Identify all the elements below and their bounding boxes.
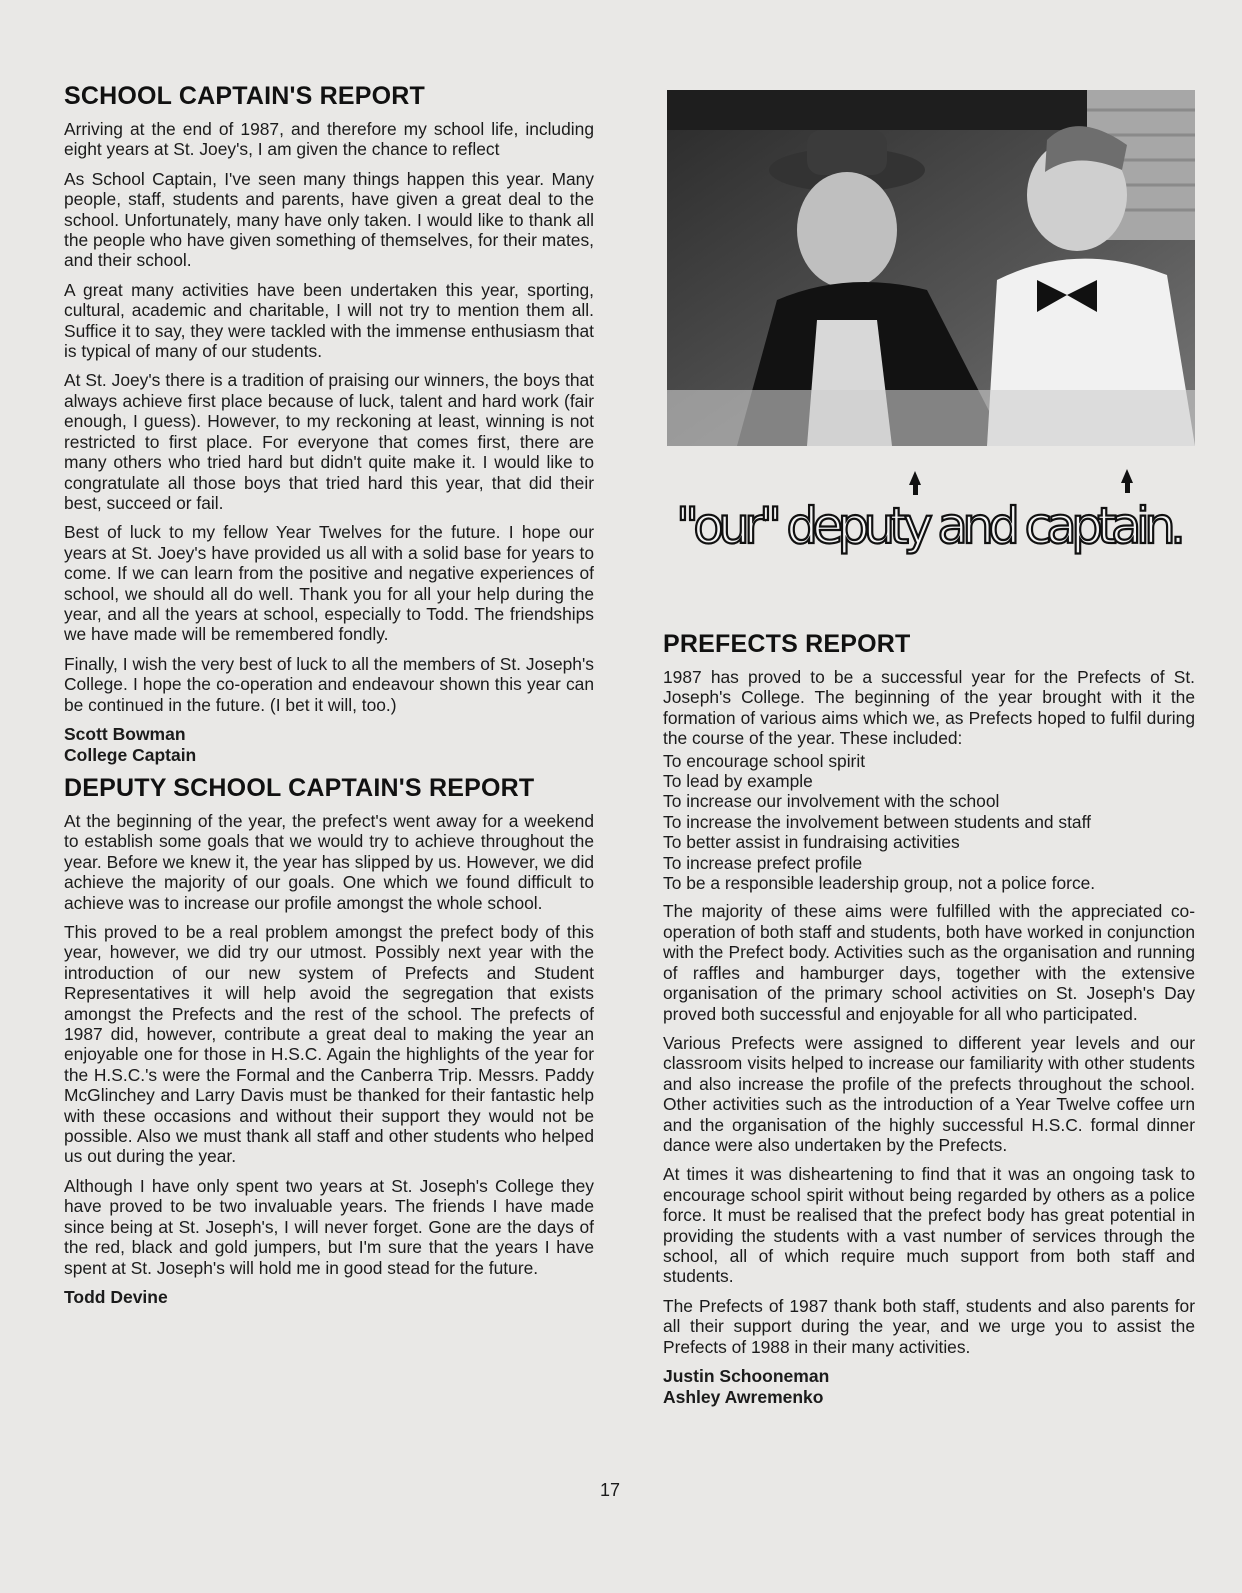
captain-paragraph: As School Captain, I've seen many things happen this year. Many people, staff, students and parents, have given a great deal to the school. Unfortunately, many have only taken. I would like to thank all the people who have given something of themselves, for their mates, and their school. [64,168,594,271]
aim-item: To lead by example [663,771,813,792]
aim-item: To increase prefect profile [663,852,863,873]
prefects-signature [663,1366,1195,1408]
aim-item: To increase our involvement with the school [663,791,1000,812]
prefects-report-heading: PREFECTS REPORT [663,630,911,658]
captain-paragraph: Best of luck to my fellow Year Twelves for the future. I hope our years at St. Joey's have provided us all with a solid base for years to come. If we can learn from the positive and negative experiences of school, we should all do well. Thank you for all your help during the year, and all the years at school, especially to Todd. The friendships we have made will be remembered fondly. [64,522,594,645]
captain-paragraph: Arriving at the end of 1987, and therefore my school life, including eight years at St. Joey's, I am given the chance to reflect [64,119,594,160]
captain-signature-role: College Captain [64,744,197,765]
prefects-intro: 1987 has proved to be a successful year for the Prefects of St. Joseph's College. The beginning of the year brought with it the formation of various aims which we, as Prefects hoped to fulfil during the course of the year. These included: [663,667,1195,749]
photo-illustration [667,90,1195,446]
prefects-paragraph: Various Prefects were assigned to different year levels and our classroom visits helped to increase our familiarity with other students and also increase the profile of the prefects throughout the school. Other activities such as the introduction of a Year Twelve coffee urn and the organisation of the highly successful H.S.C. formal dinner dance were also undertaken by the Prefects. [663,1032,1195,1155]
photo-caption [667,465,1195,585]
deputy-captain-photo [667,90,1195,446]
aim-item: To increase the involvement between students and staff [663,811,1091,832]
captain-paragraph: Finally, I wish the very best of luck to all the members of St. Joseph's College. I hope the co-operation and endeavour shown this year can be continued in the future. (I bet it will, too.) [64,653,594,715]
left-column [64,82,594,1316]
captain-paragraph: At St. Joey's there is a tradition of praising our winners, the boys that always achieve first place because of luck, talent and hard work (fair enough, I guess). However, to my reckoning at least, winning is not restricted to first place. For everyone that comes first, there are many others who tried hard but didn't quite make it. I would like to congratulate all those boys that tried hard this year, that did their best, succeed or fail. [64,370,594,513]
caption-text: "our" deputy and captain. [676,497,1186,555]
deputy-paragraph: This proved to be a real problem amongst the prefect body of this year, however, we did try our utmost. Possibly next year with the introduction of our new system of Prefects and Student Representatives it will help avoid the segregation that exists amongst the Prefects and the rest of the school. The prefects of 1987 did, however, contribute a great deal to making the year an enjoyable one for those in H.S.C. Again the highlights of the year for the H.S.C.'s were the Formal and the Canberra Trip. Messrs. Paddy McGlinchey and Larry Davis must be thanked for their fantastic help with these occasions and without their support they would not be possible. Also we must thank all staff and other students who helped us out during the year. [64,922,594,1167]
prefects-aims-list [663,751,1195,894]
aim-item: To encourage school spirit [663,750,866,771]
aim-item: To be a responsible leadership group, not a police force. [663,873,1096,894]
aim-item: To better assist in fundraising activities [663,832,960,853]
prefects-paragraph: At times it was disheartening to find that it was an ongoing task to encourage school spirit without being regarded by others as a police force. It must be realised that the prefect body has great potential in providing the students with a vast number of services through the school, all of which require much support from both staff and students. [663,1164,1195,1287]
captain-paragraph: A great many activities have been undertaken this year, sporting, cultural, academic and charitable, I will not try to mention them all. Suffice it to say, they were tackled with the immense enthusiasm that is typical of many of our students. [64,279,594,362]
prefects-signature-name-1: Justin Schooneman [663,1366,830,1386]
captain-report-heading: SCHOOL CAPTAIN'S REPORT [64,82,426,110]
deputy-paragraph: At the beginning of the year, the prefect's went away for a weekend to establish some goals that we would try to achieve throughout the year. Before we knew it, the year has slipped by us. However, we did achieve the majority of our goals. One which we found difficult to achieve was to increase our profile amongst the whole school. [64,810,594,913]
deputy-signature: Todd Devine [64,1286,168,1307]
deputy-report-heading: DEPUTY SCHOOL CAPTAIN'S REPORT [64,773,535,802]
right-column [663,630,1195,1416]
prefects-signature-name-2: Ashley Awremenko [663,1387,824,1407]
prefects-paragraph: The Prefects of 1987 thank both staff, students and also parents for all their support during the year, and we urge you to assist the Prefects of 1988 in their many activities. [663,1295,1195,1357]
page-number: 17 [600,1480,621,1500]
captain-signature [64,724,594,766]
caption-lettering [667,465,1195,585]
deputy-paragraph: Although I have only spent two years at St. Joseph's College they have proved to be two invaluable years. The friends I have made since being at St. Joseph's, I will never forget. Gone are the days of the red, black and gold jumpers, but I'm sure that the years I have spent at St. Joseph's will hold me in good stead for the future. [64,1175,594,1278]
prefects-paragraph: The majority of these aims were fulfilled with the appreciated co-operation of both staff and students, both have worked in conjunction with the Prefect body. Activities such as the organisation and running of raffles and hamburger days, together with the extensive organisation of the primary school activities on St. Joseph's Day proved both successful and enjoyable for all who participated. [663,901,1195,1024]
captain-signature-name: Scott Bowman [64,723,186,744]
